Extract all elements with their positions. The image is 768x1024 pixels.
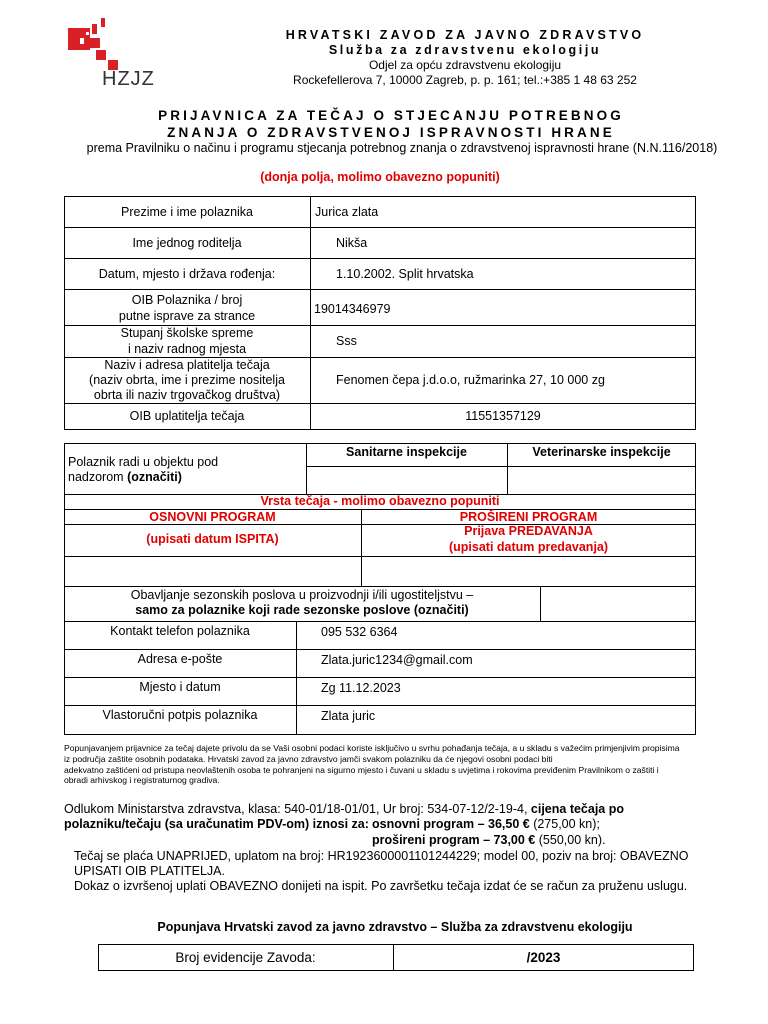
payer-oib-label: OIB uplatitelja tečaja xyxy=(129,409,245,423)
course-type-label: Vrsta tečaja - molimo obavezno popuniti xyxy=(260,494,500,508)
seasonal-checkbox-cell[interactable] xyxy=(541,587,695,620)
payment-line-1: Tečaj se plaća UNAPRIJED, uplatom na broj: HR1923600001101244229; model 00, poziv na broj: OBAVEZNO xyxy=(74,849,689,863)
surname-label: Prezime i ime polaznika xyxy=(121,205,253,219)
hzjz-logo xyxy=(66,16,162,90)
inspection-label-1: Polaznik radi u objektu pod xyxy=(68,455,219,469)
privacy-line-2: iz područja zaštite osobnih podataka. Hrvatski zavod za javno zdravstvo jamči svakom polazniku da će njegovi osobni podaci biti xyxy=(64,753,553,764)
extended-program-note-2: (upisati datum predavanja) xyxy=(448,540,609,554)
seasonal-label-2: samo za polaznike koji rade sezonske poslove (označiti) xyxy=(135,603,469,617)
privacy-notice xyxy=(64,743,724,786)
extended-program-note-1: Prijava PREDAVANJA xyxy=(464,524,593,538)
org-name: HRVATSKI ZAVOD ZA JAVNO ZDRAVSTVO xyxy=(285,28,645,42)
email-label: Adresa e-pošte xyxy=(137,652,223,666)
payer-value[interactable]: Fenomen čepa j.d.o.o, ružmarinka 27, 10 000 zg xyxy=(336,373,605,387)
extended-program-date-field[interactable] xyxy=(362,557,695,585)
evidence-value[interactable]: /2023 xyxy=(526,950,561,965)
pricing-line-1: Odlukom Ministarstva zdravstva, klasa: 540-01/18-01/01, Ur broj: 534-07-12/2-19-4, cijena tečaja po xyxy=(64,802,625,816)
parent-label: Ime jednog roditelja xyxy=(132,236,242,250)
sanitary-checkbox-cell[interactable] xyxy=(307,467,506,493)
payment-line-2: UPISATI OIB PLATITELJA. xyxy=(74,864,225,878)
place-date-label: Mjesto i datum xyxy=(139,680,221,694)
veterinary-inspection-label: Veterinarske inspekcije xyxy=(532,445,671,459)
payer-label-3: obrta ili naziv trgovačkog društva) xyxy=(93,388,281,402)
footer-heading: Popunjava Hrvatski zavod za javno zdravstvo – Služba za zdravstvenu ekologiju xyxy=(157,920,633,934)
parent-value[interactable]: Nikša xyxy=(336,236,368,250)
hzjz-logo-mark xyxy=(66,16,126,70)
privacy-line-1: Popunjavanjem prijavnice za tečaj dajete privolu da se Vaši osobni podaci koriste isključivo u svrhu pohađanja tečaja, a u skladu s važećim primjenjivim propisima xyxy=(64,743,680,753)
surname-value[interactable]: Jurica zlata xyxy=(315,205,379,219)
seasonal-label-1: Obavljanje sezonskih poslova u proizvodnji i/ili ugostiteljstvu – xyxy=(130,588,474,602)
extended-program-label: PROŠIRENI PROGRAM xyxy=(459,510,598,524)
birth-value[interactable]: 1.10.2002. Split hrvatska xyxy=(336,267,474,281)
basic-program-date-field[interactable] xyxy=(65,557,360,585)
place-date-value[interactable]: Zg 11.12.2023 xyxy=(321,681,401,695)
title-line-1: PRIJAVNICA ZA TEČAJ O STJECANJU POTREBNOG xyxy=(158,108,624,123)
veterinary-checkbox-cell[interactable] xyxy=(508,467,695,493)
payer-label-1: Naziv i adresa platitelja tečaja xyxy=(104,358,270,372)
service-name: Služba za zdravstvenu ekologiju xyxy=(328,43,602,57)
education-label-2: i naziv radnog mjesta xyxy=(127,342,247,356)
fill-notice: (donja polja, molimo obavezno popuniti) xyxy=(260,170,500,184)
oib-value[interactable]: 19014346979 xyxy=(314,302,391,316)
basic-program-note: (upisati datum ISPITA) xyxy=(146,532,279,546)
extended-price: prošireni program – 73,00 € (550,00 kn). xyxy=(372,833,606,847)
phone-value[interactable]: 095 532 6364 xyxy=(321,625,398,639)
oib-label-2: putne isprave za strance xyxy=(118,309,256,323)
inspection-label-2: nadzorom (označiti) xyxy=(68,470,182,484)
privacy-line-3: adekvatno zaštićeni od pristupa neovlaštenih osoba te pohranjeni na sigurno mjesto i čuvani u skladu s uvjetima i rokovima previđenim Pravilnikom o zaštiti i xyxy=(64,764,659,775)
title-line-3: prema Pravilniku o načinu i programu stjecanja potrebnog znanja o zdravstvenoj ispravnosti hrane (N.N.116/2018) xyxy=(86,141,718,155)
email-value[interactable]: Zlata.juric1234@gmail.com xyxy=(321,653,473,667)
payer-oib-value[interactable]: 11551357129 xyxy=(465,409,541,423)
education-value[interactable]: Sss xyxy=(336,334,357,348)
privacy-line-4: obradi arhivskog i registraturnog gradiva. xyxy=(64,775,220,786)
payment-proof: Dokaz o izvršenoj uplati OBAVEZNO donijeti na ispit. Po završetku tečaja izdat će se račun za pruženu uslugu. xyxy=(74,879,688,893)
address: Rockefellerova 7, 10000 Zagreb, p. p. 161; tel.:+385 1 48 63 252 xyxy=(293,73,637,87)
basic-program-label: OSNOVNI PROGRAM xyxy=(149,510,276,524)
birth-label: Datum, mjesto i država rođenja: xyxy=(98,267,276,281)
department-name: Odjel za opću zdravstvenu ekologiju xyxy=(368,58,562,72)
payer-label-2: (naziv obrta, ime i prezime nositelja xyxy=(89,373,285,387)
signature-label: Vlastoručni potpis polaznika xyxy=(102,708,258,722)
signature-value[interactable]: Zlata juric xyxy=(321,709,376,723)
oib-label-1: OIB Polaznika / broj xyxy=(131,293,243,307)
education-label-1: Stupanj školske spreme xyxy=(120,326,254,340)
phone-label: Kontakt telefon polaznika xyxy=(110,624,250,638)
sanitary-inspection-label: Sanitarne inspekcije xyxy=(346,445,467,459)
pricing-line-2: polazniku/tečaju (sa uračunatim PDV-om) iznosi za: xyxy=(64,817,369,831)
evidence-label: Broj evidencije Zavoda: xyxy=(175,950,316,965)
title-line-2: ZNANJA O ZDRAVSTVENOJ ISPRAVNOSTI HRANE xyxy=(167,125,615,140)
basic-price: osnovni program – 36,50 € (275,00 kn); xyxy=(372,817,600,831)
logo-text: HZJZ xyxy=(102,68,155,90)
